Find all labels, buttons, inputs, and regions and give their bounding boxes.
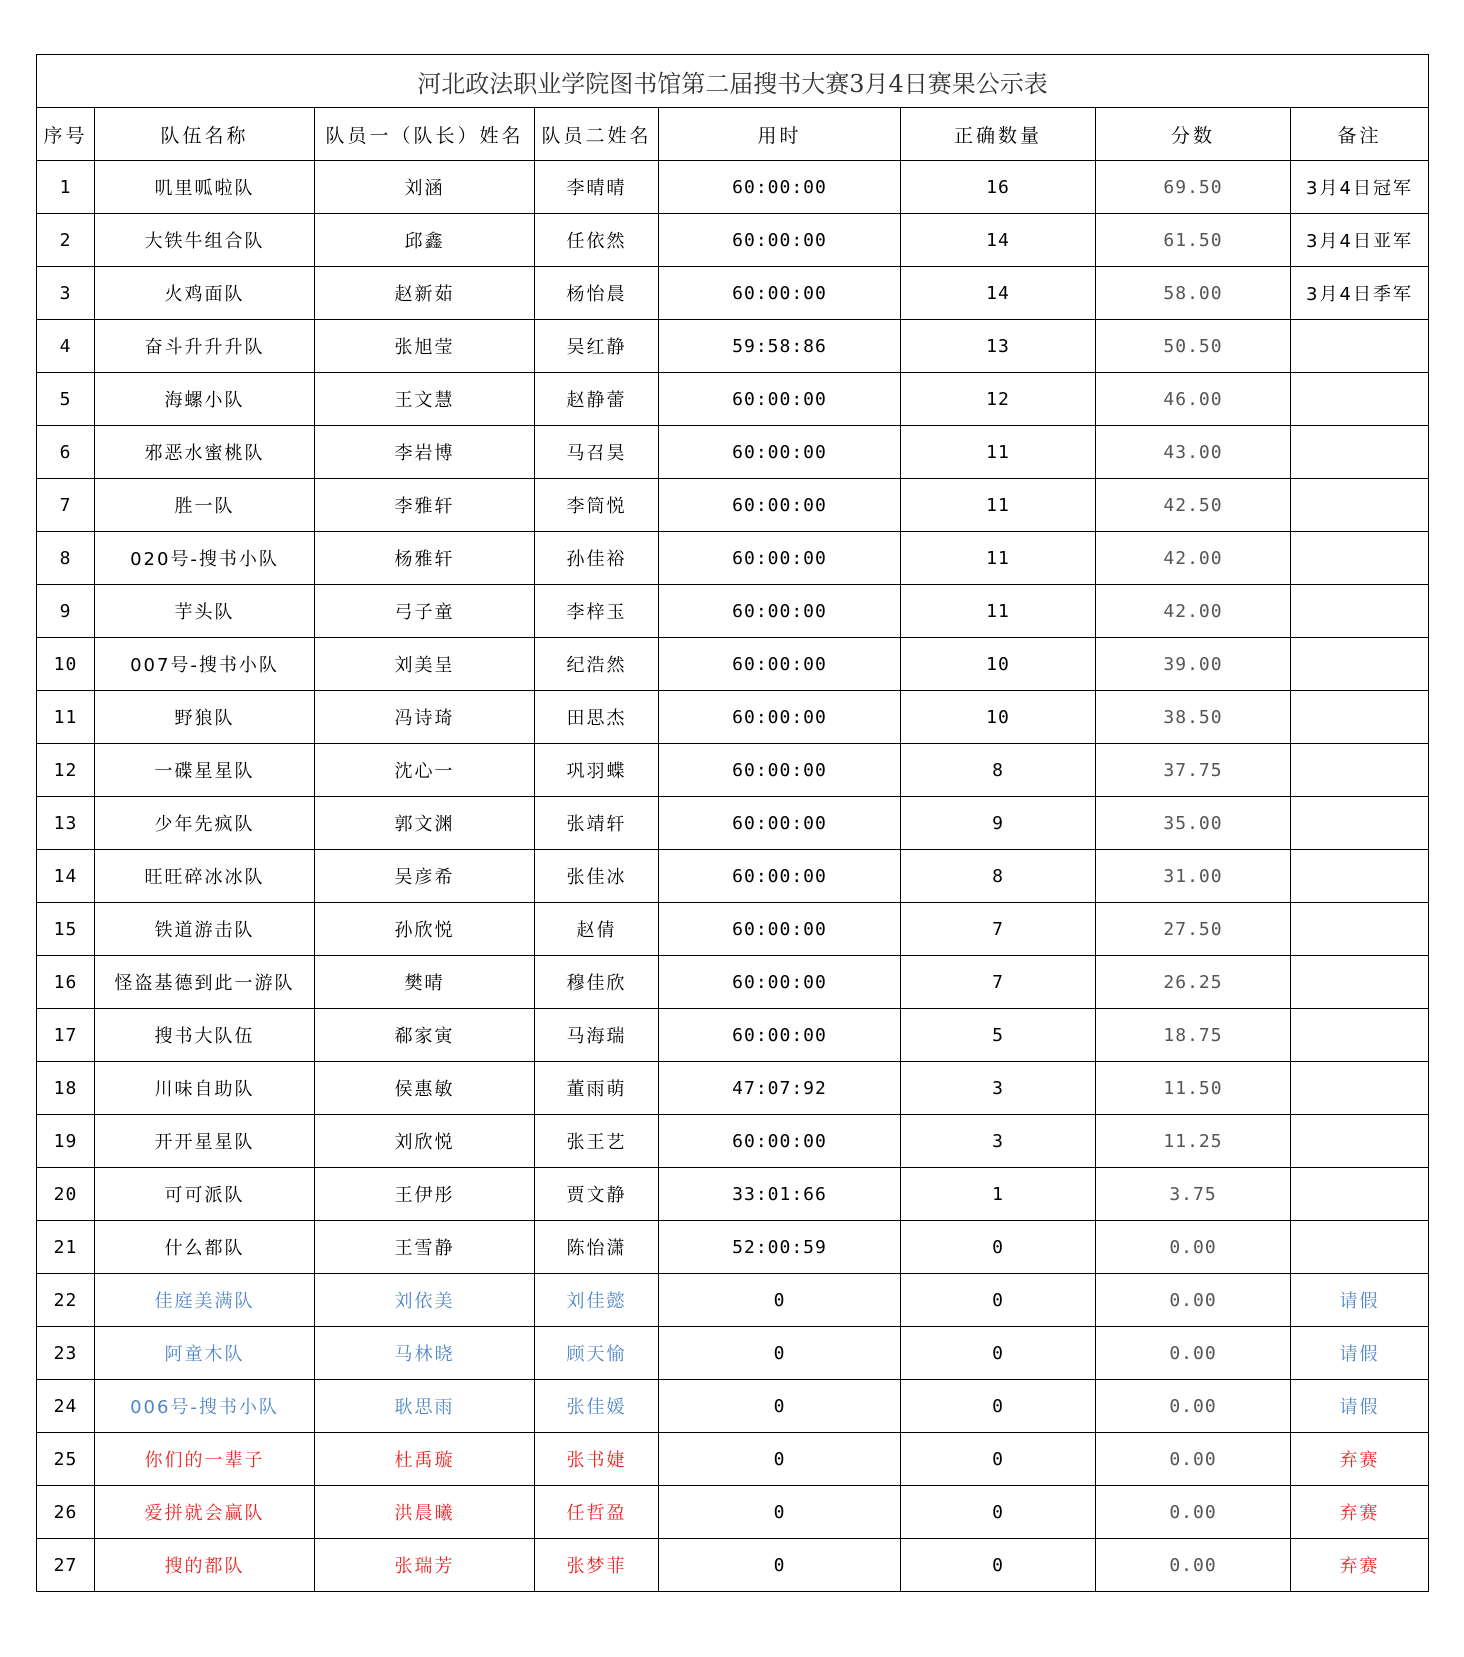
cell-correct: 16	[901, 161, 1096, 214]
cell-note	[1291, 1168, 1429, 1221]
cell-member2: 张书婕	[535, 1433, 659, 1486]
cell-note	[1291, 903, 1429, 956]
cell-no: 6	[37, 426, 95, 479]
cell-correct: 8	[901, 850, 1096, 903]
cell-correct: 7	[901, 956, 1096, 1009]
cell-time: 60:00:00	[659, 532, 901, 585]
cell-score: 35.00	[1096, 797, 1291, 850]
cell-correct: 5	[901, 1009, 1096, 1062]
cell-time: 0	[659, 1486, 901, 1539]
cell-no: 17	[37, 1009, 95, 1062]
cell-member2: 刘佳懿	[535, 1274, 659, 1327]
cell-correct: 11	[901, 426, 1096, 479]
cell-time: 60:00:00	[659, 638, 901, 691]
cell-member2: 吴红静	[535, 320, 659, 373]
cell-correct: 12	[901, 373, 1096, 426]
cell-time: 60:00:00	[659, 1115, 901, 1168]
cell-team: 020号-搜书小队	[95, 532, 315, 585]
cell-no: 15	[37, 903, 95, 956]
table-row	[37, 214, 1429, 267]
cell-team: 006号-搜书小队	[95, 1380, 315, 1433]
cell-no: 25	[37, 1433, 95, 1486]
header-member1: 队员一（队长）姓名	[315, 108, 535, 161]
cell-score: 38.50	[1096, 691, 1291, 744]
cell-member1: 侯惠敏	[315, 1062, 535, 1115]
cell-no: 2	[37, 214, 95, 267]
cell-member2: 纪浩然	[535, 638, 659, 691]
cell-note	[1291, 585, 1429, 638]
table-row	[37, 532, 1429, 585]
cell-team: 叽里呱啦队	[95, 161, 315, 214]
cell-score: 50.50	[1096, 320, 1291, 373]
cell-no: 4	[37, 320, 95, 373]
cell-correct: 0	[901, 1486, 1096, 1539]
cell-score: 26.25	[1096, 956, 1291, 1009]
cell-note	[1291, 1009, 1429, 1062]
table-row	[37, 1539, 1429, 1592]
cell-note	[1291, 479, 1429, 532]
title-row	[37, 55, 1429, 108]
cell-note	[1291, 426, 1429, 479]
cell-time: 60:00:00	[659, 267, 901, 320]
cell-note	[1291, 320, 1429, 373]
table-row	[37, 691, 1429, 744]
cell-score: 0.00	[1096, 1433, 1291, 1486]
table-row	[37, 744, 1429, 797]
cell-no: 21	[37, 1221, 95, 1274]
cell-correct: 11	[901, 585, 1096, 638]
cell-correct: 3	[901, 1115, 1096, 1168]
cell-member2: 陈怡潇	[535, 1221, 659, 1274]
cell-correct: 0	[901, 1274, 1096, 1327]
cell-member1: 沈心一	[315, 744, 535, 797]
cell-score: 42.00	[1096, 585, 1291, 638]
cell-time: 0	[659, 1539, 901, 1592]
cell-note	[1291, 638, 1429, 691]
cell-team: 开开星星队	[95, 1115, 315, 1168]
cell-score: 0.00	[1096, 1486, 1291, 1539]
cell-no: 16	[37, 956, 95, 1009]
cell-note: 弃赛	[1291, 1539, 1429, 1592]
table-row	[37, 320, 1429, 373]
cell-team: 搜的都队	[95, 1539, 315, 1592]
cell-note	[1291, 850, 1429, 903]
cell-score: 0.00	[1096, 1539, 1291, 1592]
cell-member2: 马海瑞	[535, 1009, 659, 1062]
cell-member1: 杜禹璇	[315, 1433, 535, 1486]
table-row	[37, 585, 1429, 638]
cell-member2: 李筒悦	[535, 479, 659, 532]
cell-member2: 贾文静	[535, 1168, 659, 1221]
cell-member1: 弓子童	[315, 585, 535, 638]
cell-time: 60:00:00	[659, 903, 901, 956]
cell-team: 海螺小队	[95, 373, 315, 426]
cell-time: 60:00:00	[659, 691, 901, 744]
cell-member2: 张靖轩	[535, 797, 659, 850]
cell-member1: 耿思雨	[315, 1380, 535, 1433]
cell-note: 3月4日冠军	[1291, 161, 1429, 214]
cell-note	[1291, 797, 1429, 850]
cell-score: 46.00	[1096, 373, 1291, 426]
table-row	[37, 1327, 1429, 1380]
cell-time: 60:00:00	[659, 797, 901, 850]
cell-team: 佳庭美满队	[95, 1274, 315, 1327]
cell-team: 怪盗基德到此一游队	[95, 956, 315, 1009]
cell-team: 什么都队	[95, 1221, 315, 1274]
cell-note: 请假	[1291, 1327, 1429, 1380]
cell-member1: 郭文渊	[315, 797, 535, 850]
cell-score: 42.00	[1096, 532, 1291, 585]
cell-correct: 0	[901, 1433, 1096, 1486]
cell-correct: 10	[901, 691, 1096, 744]
cell-member2: 李晴晴	[535, 161, 659, 214]
cell-score: 61.50	[1096, 214, 1291, 267]
cell-correct: 0	[901, 1327, 1096, 1380]
cell-time: 60:00:00	[659, 214, 901, 267]
cell-member1: 赵新茹	[315, 267, 535, 320]
cell-no: 20	[37, 1168, 95, 1221]
table-row	[37, 1274, 1429, 1327]
cell-member1: 樊晴	[315, 956, 535, 1009]
cell-no: 23	[37, 1327, 95, 1380]
table-row	[37, 956, 1429, 1009]
cell-correct: 0	[901, 1221, 1096, 1274]
cell-member1: 刘涵	[315, 161, 535, 214]
cell-note	[1291, 744, 1429, 797]
cell-member2: 孙佳裕	[535, 532, 659, 585]
table-row	[37, 903, 1429, 956]
cell-score: 39.00	[1096, 638, 1291, 691]
cell-team: 搜书大队伍	[95, 1009, 315, 1062]
table-row	[37, 373, 1429, 426]
cell-no: 3	[37, 267, 95, 320]
cell-score: 3.75	[1096, 1168, 1291, 1221]
cell-note: 请假	[1291, 1380, 1429, 1433]
cell-time: 60:00:00	[659, 479, 901, 532]
cell-note	[1291, 691, 1429, 744]
cell-member2: 张佳冰	[535, 850, 659, 903]
cell-team: 芋头队	[95, 585, 315, 638]
table-row	[37, 1115, 1429, 1168]
cell-member1: 洪晨曦	[315, 1486, 535, 1539]
cell-member2: 张佳媛	[535, 1380, 659, 1433]
cell-score: 0.00	[1096, 1327, 1291, 1380]
cell-member1: 刘依美	[315, 1274, 535, 1327]
header-score: 分数	[1096, 108, 1291, 161]
header-member2: 队员二姓名	[535, 108, 659, 161]
cell-score: 0.00	[1096, 1274, 1291, 1327]
cell-time: 60:00:00	[659, 850, 901, 903]
cell-note	[1291, 1115, 1429, 1168]
cell-note: 弃赛	[1291, 1433, 1429, 1486]
cell-member2: 张王艺	[535, 1115, 659, 1168]
cell-member2: 马召昊	[535, 426, 659, 479]
cell-time: 0	[659, 1433, 901, 1486]
table-row	[37, 1433, 1429, 1486]
cell-member2: 张梦菲	[535, 1539, 659, 1592]
cell-no: 26	[37, 1486, 95, 1539]
cell-score: 37.75	[1096, 744, 1291, 797]
cell-time: 60:00:00	[659, 161, 901, 214]
cell-correct: 10	[901, 638, 1096, 691]
cell-team: 007号-搜书小队	[95, 638, 315, 691]
cell-score: 31.00	[1096, 850, 1291, 903]
cell-member2: 赵倩	[535, 903, 659, 956]
cell-no: 14	[37, 850, 95, 903]
results-table	[36, 54, 1429, 1592]
cell-member1: 王伊彤	[315, 1168, 535, 1221]
cell-member1: 冯诗琦	[315, 691, 535, 744]
cell-correct: 0	[901, 1539, 1096, 1592]
cell-time: 60:00:00	[659, 426, 901, 479]
cell-no: 7	[37, 479, 95, 532]
cell-no: 8	[37, 532, 95, 585]
cell-no: 13	[37, 797, 95, 850]
results-sheet	[36, 54, 1429, 1592]
cell-time: 60:00:00	[659, 585, 901, 638]
cell-note: 3月4日季军	[1291, 267, 1429, 320]
table-row	[37, 1380, 1429, 1433]
cell-correct: 11	[901, 479, 1096, 532]
cell-member2: 巩羽蝶	[535, 744, 659, 797]
header-team: 队伍名称	[95, 108, 315, 161]
header-note: 备注	[1291, 108, 1429, 161]
cell-time: 0	[659, 1327, 901, 1380]
table-row	[37, 797, 1429, 850]
table-row	[37, 638, 1429, 691]
cell-team: 大铁牛组合队	[95, 214, 315, 267]
table-row	[37, 1062, 1429, 1115]
cell-member1: 李岩博	[315, 426, 535, 479]
cell-team: 一碟星星队	[95, 744, 315, 797]
cell-member1: 马林晓	[315, 1327, 535, 1380]
cell-member1: 刘美呈	[315, 638, 535, 691]
cell-team: 胜一队	[95, 479, 315, 532]
cell-member1: 王文慧	[315, 373, 535, 426]
cell-score: 11.50	[1096, 1062, 1291, 1115]
cell-correct: 13	[901, 320, 1096, 373]
cell-member1: 邱鑫	[315, 214, 535, 267]
cell-score: 42.50	[1096, 479, 1291, 532]
cell-member1: 郗家寅	[315, 1009, 535, 1062]
table-row	[37, 479, 1429, 532]
cell-score: 27.50	[1096, 903, 1291, 956]
cell-member1: 张旭莹	[315, 320, 535, 373]
table-row	[37, 161, 1429, 214]
cell-note	[1291, 956, 1429, 1009]
cell-team: 阿童木队	[95, 1327, 315, 1380]
cell-score: 18.75	[1096, 1009, 1291, 1062]
header-time: 用时	[659, 108, 901, 161]
cell-member1: 张瑞芳	[315, 1539, 535, 1592]
cell-note	[1291, 532, 1429, 585]
cell-correct: 8	[901, 744, 1096, 797]
cell-member2: 李梓玉	[535, 585, 659, 638]
header-correct: 正确数量	[901, 108, 1096, 161]
cell-member2: 穆佳欣	[535, 956, 659, 1009]
header-row	[37, 108, 1429, 161]
cell-score: 0.00	[1096, 1221, 1291, 1274]
cell-member2: 杨怡晨	[535, 267, 659, 320]
cell-score: 58.00	[1096, 267, 1291, 320]
cell-correct: 0	[901, 1380, 1096, 1433]
cell-team: 邪恶水蜜桃队	[95, 426, 315, 479]
cell-member2: 任哲盈	[535, 1486, 659, 1539]
cell-time: 0	[659, 1274, 901, 1327]
cell-team: 旺旺碎冰冰队	[95, 850, 315, 903]
cell-time: 52:00:59	[659, 1221, 901, 1274]
cell-time: 33:01:66	[659, 1168, 901, 1221]
cell-time: 0	[659, 1380, 901, 1433]
cell-score: 0.00	[1096, 1380, 1291, 1433]
cell-no: 10	[37, 638, 95, 691]
cell-member2: 顾天愉	[535, 1327, 659, 1380]
cell-team: 可可派队	[95, 1168, 315, 1221]
cell-member1: 李雅轩	[315, 479, 535, 532]
cell-note: 请假	[1291, 1274, 1429, 1327]
table-row	[37, 1168, 1429, 1221]
cell-time: 47:07:92	[659, 1062, 901, 1115]
cell-score: 11.25	[1096, 1115, 1291, 1168]
cell-team: 川味自助队	[95, 1062, 315, 1115]
cell-team: 野狼队	[95, 691, 315, 744]
cell-note: 3月4日亚军	[1291, 214, 1429, 267]
table-row	[37, 1009, 1429, 1062]
cell-team: 火鸡面队	[95, 267, 315, 320]
table-row	[37, 1486, 1429, 1539]
cell-no: 19	[37, 1115, 95, 1168]
cell-score: 43.00	[1096, 426, 1291, 479]
cell-no: 1	[37, 161, 95, 214]
cell-member1: 孙欣悦	[315, 903, 535, 956]
cell-member2: 赵静蕾	[535, 373, 659, 426]
cell-correct: 7	[901, 903, 1096, 956]
cell-correct: 14	[901, 267, 1096, 320]
cell-correct: 9	[901, 797, 1096, 850]
header-no: 序号	[37, 108, 95, 161]
cell-note: 弃赛	[1291, 1486, 1429, 1539]
table-title: 河北政法职业学院图书馆第二届搜书大赛3月4日赛果公示表	[37, 55, 1429, 108]
cell-no: 18	[37, 1062, 95, 1115]
cell-team: 你们的一辈子	[95, 1433, 315, 1486]
table-row	[37, 850, 1429, 903]
table-row	[37, 1221, 1429, 1274]
cell-no: 5	[37, 373, 95, 426]
cell-no: 24	[37, 1380, 95, 1433]
cell-correct: 1	[901, 1168, 1096, 1221]
cell-no: 22	[37, 1274, 95, 1327]
table-row	[37, 267, 1429, 320]
cell-time: 60:00:00	[659, 373, 901, 426]
cell-no: 27	[37, 1539, 95, 1592]
cell-correct: 14	[901, 214, 1096, 267]
cell-member2: 任依然	[535, 214, 659, 267]
cell-time: 60:00:00	[659, 744, 901, 797]
cell-team: 爱拼就会赢队	[95, 1486, 315, 1539]
cell-time: 60:00:00	[659, 1009, 901, 1062]
cell-note	[1291, 1221, 1429, 1274]
cell-member2: 田思杰	[535, 691, 659, 744]
cell-no: 9	[37, 585, 95, 638]
cell-correct: 3	[901, 1062, 1096, 1115]
cell-time: 60:00:00	[659, 956, 901, 1009]
cell-correct: 11	[901, 532, 1096, 585]
table-row	[37, 426, 1429, 479]
cell-note	[1291, 373, 1429, 426]
cell-team: 铁道游击队	[95, 903, 315, 956]
cell-team: 少年先疯队	[95, 797, 315, 850]
cell-no: 11	[37, 691, 95, 744]
cell-time: 59:58:86	[659, 320, 901, 373]
cell-member1: 吴彦希	[315, 850, 535, 903]
cell-no: 12	[37, 744, 95, 797]
cell-note	[1291, 1062, 1429, 1115]
cell-member1: 杨雅轩	[315, 532, 535, 585]
cell-score: 69.50	[1096, 161, 1291, 214]
cell-member1: 王雪静	[315, 1221, 535, 1274]
cell-member1: 刘欣悦	[315, 1115, 535, 1168]
cell-member2: 董雨萌	[535, 1062, 659, 1115]
cell-team: 奋斗升升升队	[95, 320, 315, 373]
